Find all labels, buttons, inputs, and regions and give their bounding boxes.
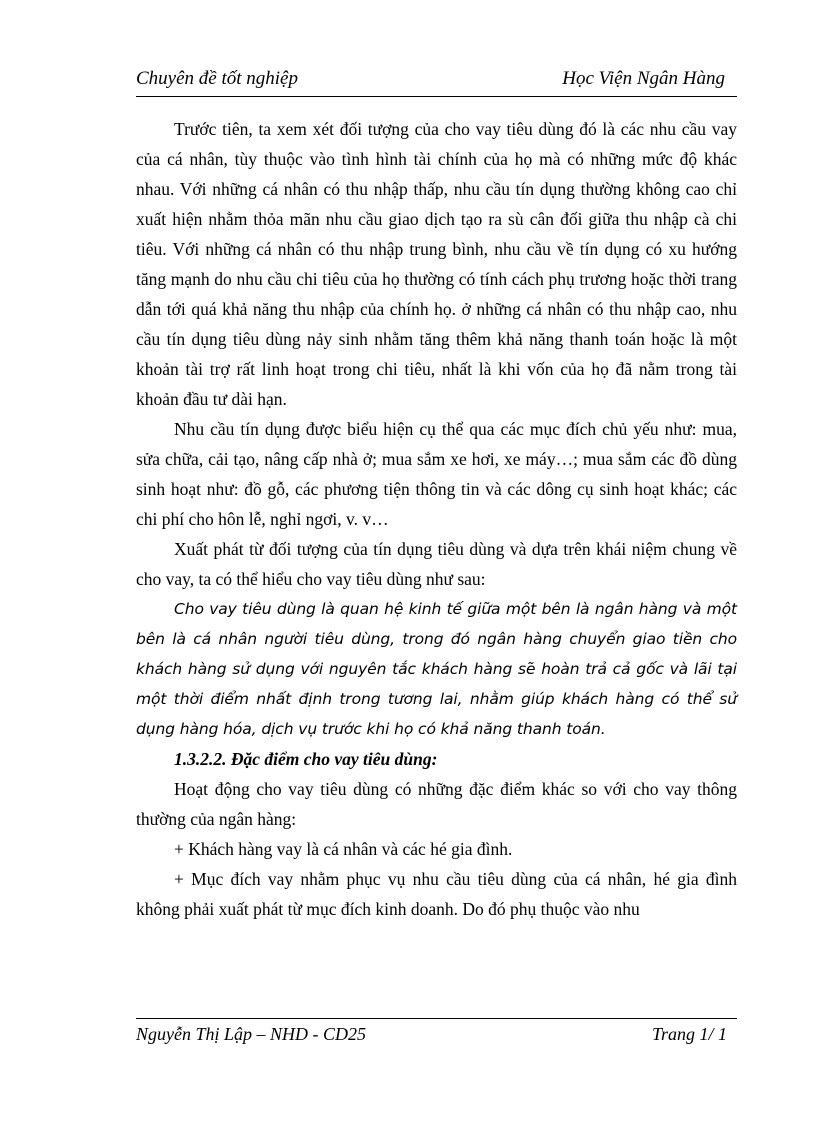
document-body [136, 114, 737, 924]
paragraph-borrowing-needs: Trước tiên, ta xem xét đối tượng của cho vay tiêu dùng đó là các nhu cầu vay của cá nhân, tùy thuộc vào tình hình tài chính của họ mà có những mức độ khác nhau. Với những cá nhân có thu nhập thấp, nhu cầu tín dụng thường không cao chỉ xuất hiện nhằm thỏa mãn nhu cầu giao dịch tạo ra sù cân đối giữa thu nhập cà chi tiêu. Với những cá nhân có thu nhập trung bình, nhu cầu về tín dụng có xu hướng tăng mạnh do nhu cầu chi tiêu của họ thường có tính cách phụ trương hoặc thời trang dẫn tới quá khả năng thu nhập của chính họ. ở những cá nhân có thu nhập cao, nhu cầu tín dụng tiêu dùng nảy sinh nhằm tăng thêm khả năng thanh toán hoặc là một khoản tài trợ rất linh hoạt trong chi tiêu, nhất là khi vốn của họ đã nằm trong tài khoản đầu tư dài hạn. [136, 119, 737, 409]
paragraph-bullet-borrowers: + Khách hàng vay là cá nhân và các hé gia đình. [174, 839, 513, 859]
header-document-type: Chuyên đề tốt nghiệp [136, 68, 298, 89]
footer-page-number: Trang 1/ 1 [651, 1024, 727, 1044]
paragraph-bullet-purpose: + Mục đích vay nhằm phục vụ nhu cầu tiêu dùng của cá nhân, hé gia đình không phải xuất phát từ mục đích kinh doanh. Do đó phụ thuộc vào nhu [136, 869, 737, 919]
footer-author: Nguyễn Thị Lập – NHD - CD25 [136, 1024, 367, 1044]
paragraph-characteristics-intro: Hoạt động cho vay tiêu dùng có những đặc điểm khác so với cho vay thông thường của ngân hàng: [136, 779, 737, 829]
paragraph-concept-intro: Xuất phát từ đối tượng của tín dụng tiêu dùng và dựa trên khái niệm chung về cho vay, ta có thể hiểu cho vay tiêu dùng như sau: [136, 539, 737, 589]
footer-divider [136, 1018, 737, 1019]
header-institution: Học Viện Ngân Hàng [562, 68, 725, 89]
section-heading: 1.3.2.2. Đặc điểm cho vay tiêu dùng: [174, 749, 438, 769]
paragraph-definition: Cho vay tiêu dùng là quan hệ kinh tế giữa một bên là ngân hàng và một bên là cá nhân người tiêu dùng, trong đó ngân hàng chuyển giao tiền cho khách hàng sử dụng với nguyên tắc khách hàng sẽ hoàn trả cả gốc và lãi tại một thời điểm nhất định trong tương lai, nhằm giúp khách hàng có thể sử dụng hàng hóa, dịch vụ trước khi họ có khả năng thanh toán. [136, 600, 737, 738]
page-header [136, 64, 737, 97]
paragraph-credit-purposes: Nhu cầu tín dụng được biểu hiện cụ thể qua các mục đích chủ yếu như: mua, sửa chữa, cải tạo, nâng cấp nhà ở; mua sắm xe hơi, xe máy…; mua sắm các đồ dùng sinh hoạt như: đồ gỗ, các phương tiện thông tin và các dông cụ sinh hoạt khác; các chi phí cho hôn lễ, nghỉ ngơi, v. v… [136, 419, 737, 529]
